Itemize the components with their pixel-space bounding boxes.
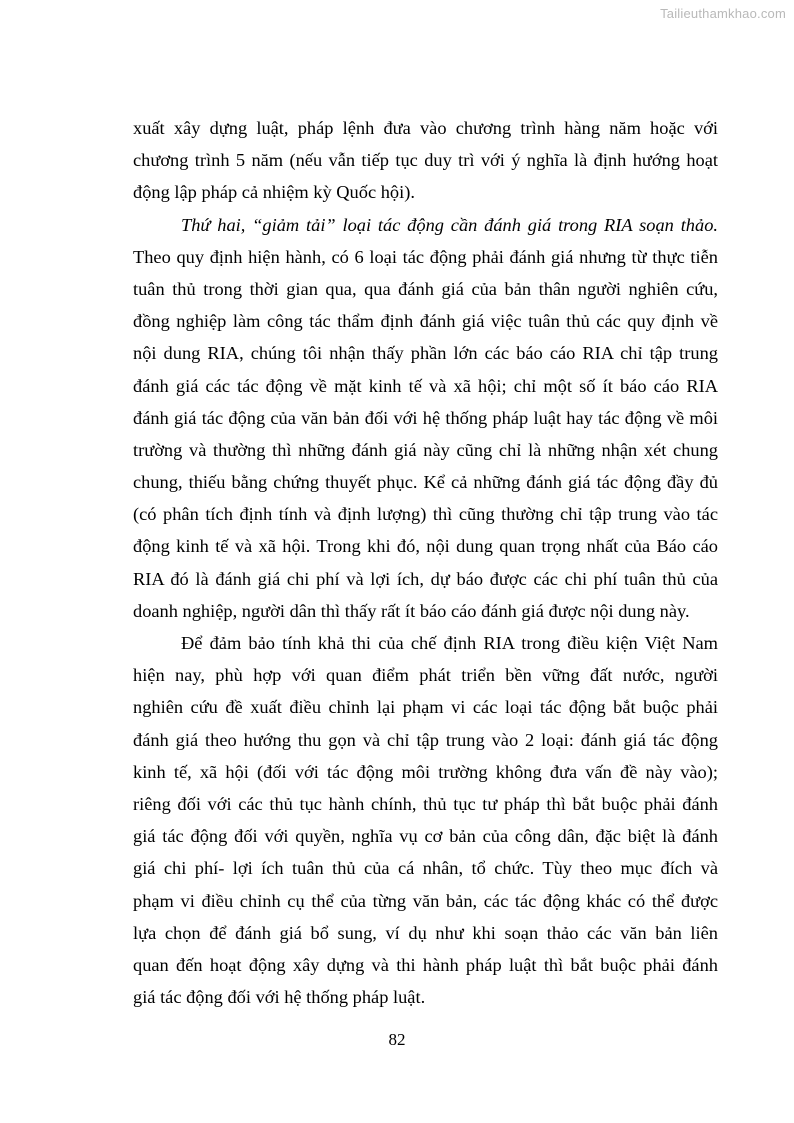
text-line: hiện nay, phù hợp với quan điểm phát triển bền vững đất nước, người (133, 665, 718, 686)
text-line: Để đảm bảo tính khả thi của chế định RIA trong điều kiện Việt Nam (181, 633, 718, 653)
text-line: giá tác động đối với hệ thống pháp luật. (133, 987, 426, 1008)
text-line: RIA đó là đánh giá chi phí và lợi ích, dự báo được các chi phí tuân thủ của (133, 568, 718, 589)
text-line: giá tác động đối với quyền, nghĩa vụ cơ bản của công dân, đặc biệt là đánh (133, 826, 718, 847)
italic-lead: Thứ hai, “giảm tải” loại tác động cần đánh giá trong RIA soạn thảo. (181, 214, 718, 235)
text-line: tuân thủ trong thời gian qua, qua đánh giá của bản thân người nghiên cứu, (133, 278, 718, 299)
text-line: chung, thiếu bằng chứng thuyết phục. Kể cả những đánh giá tác động đầy đủ (133, 472, 718, 493)
text-line: lựa chọn để đánh giá bổ sung, ví dụ như khi soạn thảo các văn bản liên (133, 922, 718, 943)
text-line: phạm vi điều chỉnh cụ thể của từng văn bản, các tác động khác có thể được (133, 890, 718, 911)
document-body (133, 112, 718, 1013)
text-line: (có phân tích định tính và định lượng) thì cũng thường chỉ tập trung vào tác (133, 504, 718, 525)
text-line: đánh giá theo hướng thu gọn và chỉ tập trung vào 2 loại: đánh giá tác động (133, 729, 718, 750)
paragraph (133, 209, 718, 627)
text-line: đánh giá các tác động về mặt kinh tế và xã hội; chỉ một số ít báo cáo RIA (133, 375, 718, 396)
text-line: chương trình 5 năm (nếu vẫn tiếp tục duy trì với ý nghĩa là định hướng hoạt (133, 150, 718, 171)
text-line: giá chi phí- lợi ích tuân thủ của cá nhân, tổ chức. Tùy theo mục đích và (133, 858, 718, 879)
text-line: xuất xây dựng luật, pháp lệnh đưa vào chương trình hàng năm hoặc với (133, 118, 718, 138)
text-line: trường và thường thì những đánh giá này cũng chỉ là những nhận xét chung (133, 439, 718, 460)
text-line: Theo quy định hiện hành, có 6 loại tác động phải đánh giá nhưng từ thực tiễn (133, 246, 718, 267)
paragraph (133, 627, 718, 1013)
page-number: 82 (388, 1030, 406, 1049)
text-line-italic (133, 209, 718, 241)
text-line: đánh giá tác động của văn bản đối với hệ thống pháp luật hay tác động về môi (133, 407, 718, 428)
watermark: Tailieuthamkhao.com (660, 6, 786, 21)
text-line: riêng đối với các thủ tục hành chính, thủ tục tư pháp thì bắt buộc phải đánh (133, 793, 718, 814)
text-line: động kinh tế và xã hội. Trong khi đó, nội dung quan trọng nhất của Báo cáo (133, 536, 718, 557)
text-line: động lập pháp cả nhiệm kỳ Quốc hội). (133, 182, 415, 203)
text-line: đồng nghiệp làm công tác thẩm định đánh giá việc tuân thủ các quy định về (133, 311, 718, 332)
text-line: nội dung RIA, chúng tôi nhận thấy phần lớn các báo cáo RIA chỉ tập trung (133, 343, 718, 364)
paragraph (133, 112, 718, 209)
text-line: quan đến hoạt động xây dựng và thi hành pháp luật thì bắt buộc phải đánh (133, 954, 718, 975)
text-line: kinh tế, xã hội (đối với tác động môi trường không đưa vấn đề này vào); (133, 761, 718, 782)
text-line: doanh nghiệp, người dân thì thấy rất ít báo cáo đánh giá được nội dung này. (133, 600, 690, 621)
text-line: nghiên cứu đề xuất điều chỉnh lại phạm vi các loại tác động bắt buộc phải (133, 697, 718, 718)
